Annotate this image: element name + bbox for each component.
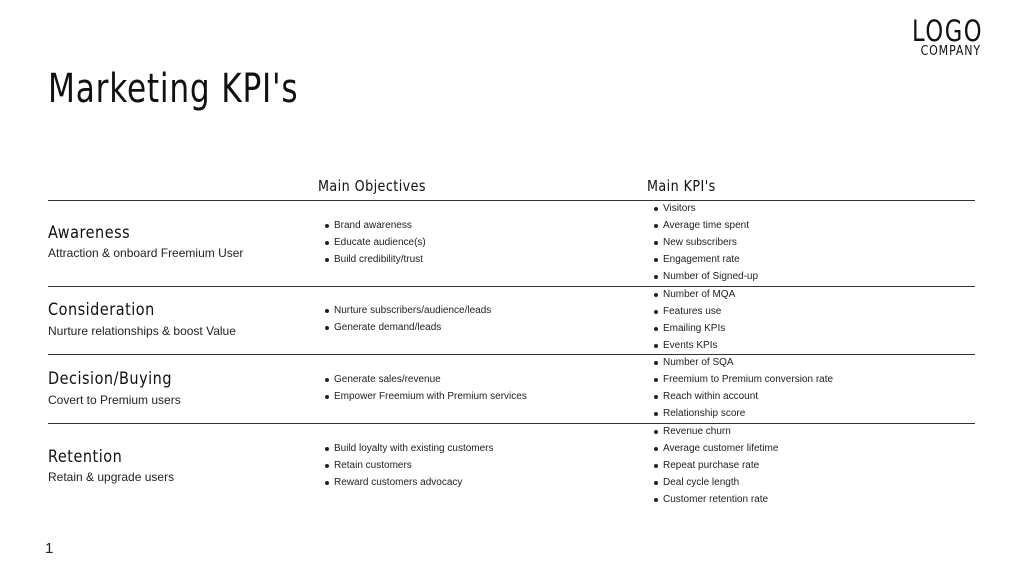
objectives-list-decision-buying: [325, 371, 527, 405]
row-divider: [48, 286, 975, 287]
list-item: Generate demand/leads: [325, 319, 491, 336]
stage-name-retention: Retention: [48, 447, 123, 467]
list-item: Empower Freemium with Premium services: [325, 388, 527, 405]
list-item: Emailing KPIs: [654, 320, 735, 337]
row-divider: [48, 423, 975, 424]
stage-description-decision-buying: Covert to Premium users: [48, 393, 181, 407]
kpi-list-decision-buying: [654, 354, 833, 422]
list-item: Customer retention rate: [654, 491, 778, 508]
stage-description-retention: Retain & upgrade users: [48, 470, 175, 484]
list-item: Events KPIs: [654, 337, 735, 354]
list-item: Visitors: [654, 200, 758, 217]
list-item: Number of MQA: [654, 286, 735, 303]
kpi-list-retention: [654, 423, 778, 508]
list-item: Retain customers: [325, 457, 494, 474]
list-item: Build loyalty with existing customers: [325, 440, 494, 457]
kpi-list-awareness: [654, 200, 758, 285]
list-item: New subscribers: [654, 234, 758, 251]
list-item: Educate audience(s): [325, 234, 426, 251]
logo-text: LOGO: [912, 14, 984, 48]
objectives-list-awareness: [325, 217, 426, 268]
list-item: Build credibility/trust: [325, 251, 426, 268]
list-item: Repeat purchase rate: [654, 457, 778, 474]
stage-name-decision-buying: Decision/Buying: [48, 369, 173, 389]
list-item: Average customer lifetime: [654, 440, 778, 457]
list-item: Features use: [654, 303, 735, 320]
page-title: Marketing KPI's: [48, 66, 299, 112]
list-item: Number of SQA: [654, 354, 833, 371]
list-item: Engagement rate: [654, 251, 758, 268]
list-item: Revenue churn: [654, 423, 778, 440]
kpi-list-consideration: [654, 286, 735, 354]
list-item: Brand awareness: [325, 217, 426, 234]
stage-name-consideration: Consideration: [48, 300, 155, 320]
list-item: Reward customers advocacy: [325, 474, 494, 491]
company-logo: [912, 16, 1003, 59]
stage-name-awareness: Awareness: [48, 223, 131, 243]
page-number: 1: [45, 540, 54, 557]
list-item: Generate sales/revenue: [325, 371, 527, 388]
stage-description-awareness: Attraction & onboard Freemium User: [48, 246, 244, 260]
objectives-list-consideration: [325, 302, 491, 336]
list-item: Freemium to Premium conversion rate: [654, 371, 833, 388]
objectives-list-retention: [325, 440, 494, 491]
header-divider: [48, 200, 975, 201]
list-item: Number of Signed-up: [654, 268, 758, 285]
list-item: Nurture subscribers/audience/leads: [325, 302, 491, 319]
stage-description-consideration: Nurture relationships & boost Value: [48, 324, 236, 338]
logo-company-text: COMPANY: [920, 44, 981, 59]
column-header-kpis: Main KPI's: [647, 177, 716, 195]
list-item: Reach within account: [654, 388, 833, 405]
row-divider: [48, 354, 975, 355]
list-item: Average time spent: [654, 217, 758, 234]
list-item: Deal cycle length: [654, 474, 778, 491]
column-header-objectives: Main Objectives: [318, 177, 426, 195]
list-item: Relationship score: [654, 405, 833, 422]
